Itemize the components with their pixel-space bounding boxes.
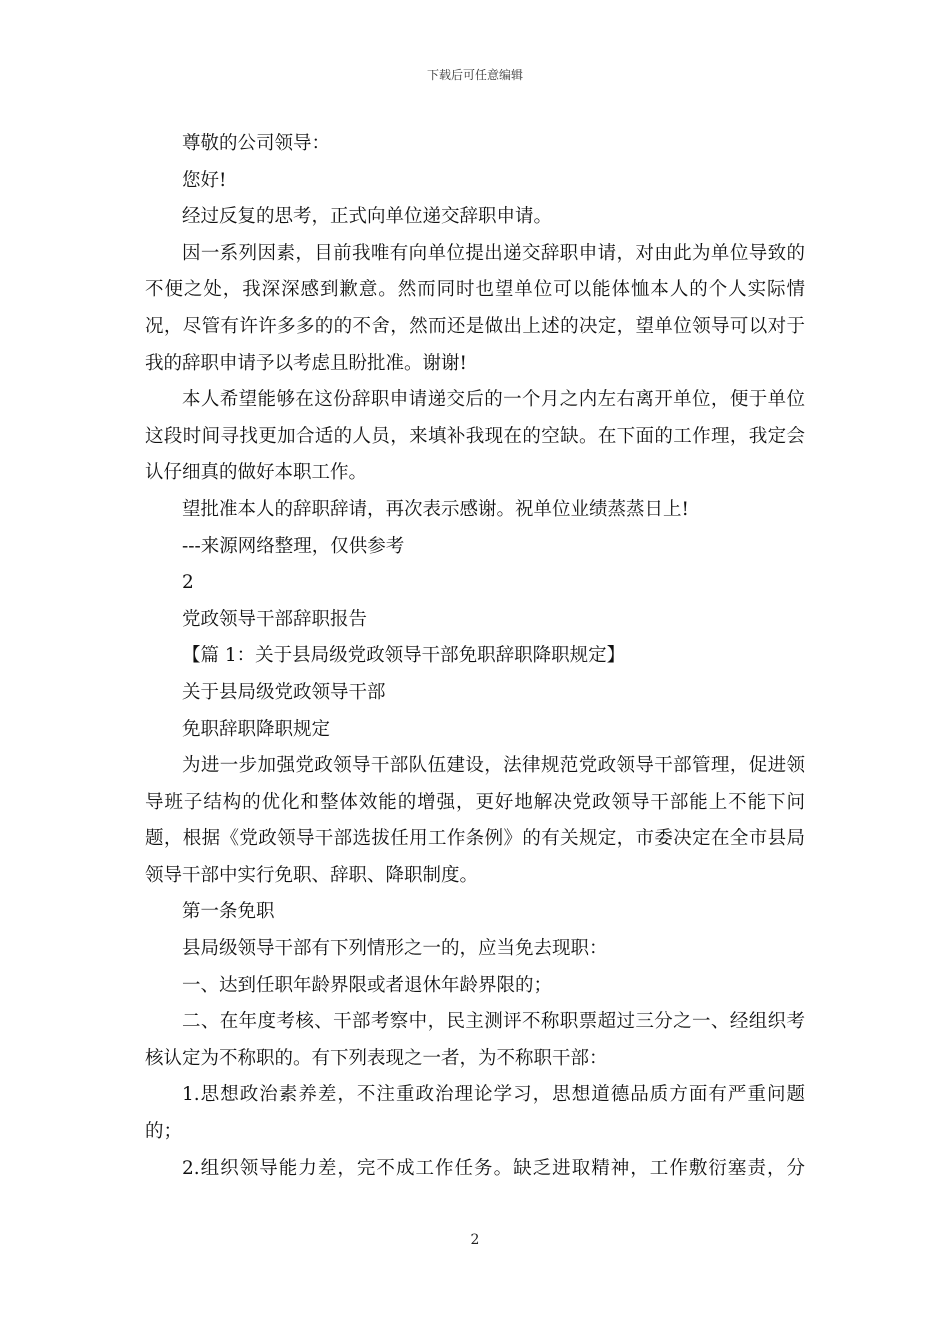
paragraph: 本人希望能够在这份辞职申请递交后的一个月之内左右离开单位，便于单位这段时间寻找更加合适的人员，来填补我现在的空缺。在下面的工作理，我定会认仔细真的做好本职工作。	[145, 389, 805, 484]
document-body	[145, 126, 805, 1187]
paragraph: 望批准本人的辞职辞请，再次表示感谢。祝单位业绩蒸蒸日上!	[182, 498, 689, 520]
article-heading: 【篇 1：关于县局级党政领导干部免职辞职降职规定】	[182, 645, 626, 667]
paragraph: 因一系列因素，目前我唯有向单位提出递交辞职申请，对由此为单位导致的不便之处，我深深感到歉意。然而同时也望单位可以能体恤本人的个人实际情况，尽管有许许多多的的不舍，然而还是做出上述的决定，望单位领导可以对于我的辞职申请予以考虑且盼批准。谢谢!	[145, 242, 805, 374]
article-title: 第一条免职	[182, 901, 275, 923]
list-item: 二、在年度考核、干部考察中，民主测评不称职票超过三分之一、经组织考核认定为不称职的。有下列表现之一者，为不称职干部：	[145, 1011, 805, 1069]
source-note: ---来源网络整理，仅供参考	[182, 535, 405, 557]
page-number: 2	[470, 1232, 480, 1248]
greeting: 您好!	[182, 169, 227, 191]
list-item: 1.思想政治素养差，不注重政治理论学习，思想道德品质方面有严重问题的；	[145, 1084, 805, 1143]
section-number: 2	[182, 572, 194, 594]
section-title: 党政领导干部辞职报告	[182, 608, 368, 630]
paragraph: 县局级领导干部有下列情形之一的，应当免去现职：	[182, 938, 608, 960]
paragraph: 经过反复的思考，正式向单位递交辞职申请。	[182, 206, 553, 228]
document-title-line-2: 免职辞职降职规定	[182, 718, 331, 740]
document-title-line-1: 关于县局级党政领导干部	[182, 681, 386, 703]
list-item: 2.组织领导能力差，完不成工作任务。缺乏进取精神，工作敷衍塞责，分	[182, 1157, 805, 1179]
paragraph: 为进一步加强党政领导干部队伍建设，法律规范党政领导干部管理，促进领导班子结构的优化和整体效能的增强，更好地解决党政领导干部能上不能下问题，根据《党政领导干部选拔任用工作条例》的有关规定，市委决定在全市县局领导干部中实行免职、辞职、降职制度。	[145, 755, 805, 886]
page-header: 下载后可任意编辑	[426, 68, 523, 82]
salutation: 尊敬的公司领导：	[182, 133, 331, 154]
list-item: 一、达到任职年龄界限或者退休年龄界限的；	[182, 974, 553, 996]
